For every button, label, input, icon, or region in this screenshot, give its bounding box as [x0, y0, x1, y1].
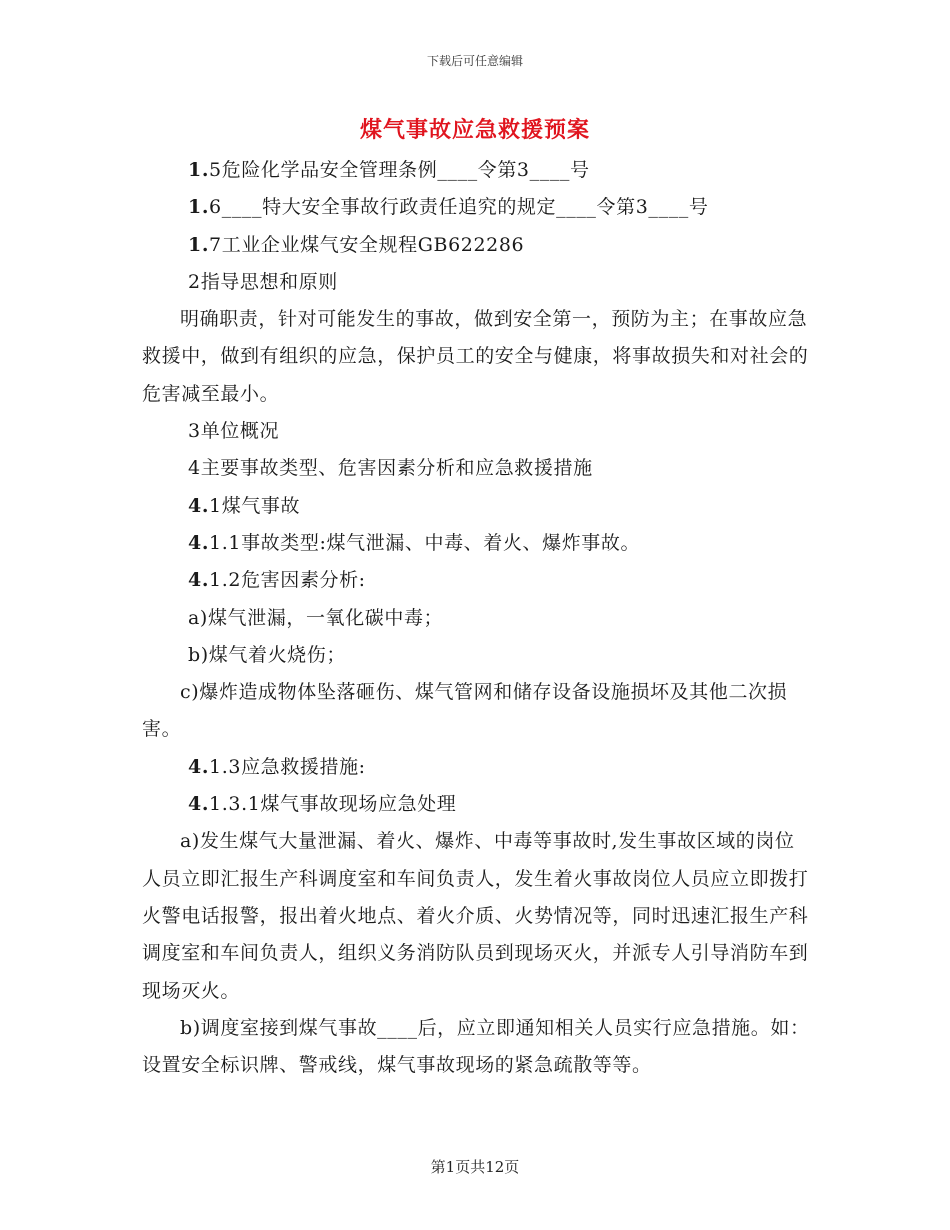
hazard-item-a: a)煤气泄漏，一氧化碳中毒；: [188, 606, 444, 629]
clause-text: 1.3.1煤气事故现场应急处理: [209, 793, 457, 816]
response-item-a: a)发生煤气大量泄漏、着火、爆炸、中毒等事故时,发生事故区域的岗位人员立即汇报生产科调度室和车间负责人，发生着火事故岗位人员应立即拨打火警电话报警，报出着火地点、着火介质、火势情况等，同时迅速汇报生产科调度室和车间负责人，组织义务消防队员到现场灭火，并派专人引导消防车到现场灭火。: [142, 830, 809, 1002]
clause-text: 1.3应急救援措施:: [209, 755, 366, 778]
clause-number: 4.: [188, 755, 210, 778]
page-header: 下载后可任意编辑: [426, 54, 523, 68]
clause-number: 1.: [188, 233, 210, 256]
clause-4-1-3: [142, 749, 810, 786]
clause-1-5: [142, 152, 810, 189]
hazard-item-c: c)爆炸造成物体坠落砸伤、煤气管网和储存设备设施损坏及其他二次损害。: [142, 681, 788, 741]
clause-number: 1.: [188, 159, 210, 181]
clause-4-1: [142, 488, 810, 525]
section-4-heading: 4主要事故类型、危害因素分析和应急救援措施: [188, 457, 593, 480]
clause-1-6: [142, 189, 810, 226]
clause-text: 7工业企业煤气安全规程GB622286: [209, 233, 525, 256]
section-3-heading: 3单位概况: [188, 420, 280, 443]
response-item-b: b)调度室接到煤气事故____后，应立即通知相关人员实行应急措施。如：设置安全标识牌、警戒线，煤气事故现场的紧急疏散等等。: [142, 1016, 810, 1077]
clause-number: 4.: [188, 494, 210, 517]
clause-4-1-2: [142, 562, 810, 599]
clause-text: 6____特大安全事故行政责任追究的规定____令第3____号: [209, 196, 709, 219]
clause-number: 1.: [188, 196, 210, 219]
clause-number: 4.: [188, 569, 210, 592]
clause-4-1-1: [142, 525, 810, 562]
clause-text: 1.1事故类型:煤气泄漏、中毒、着火、爆炸事故。: [209, 531, 641, 554]
hazard-item-b: b)煤气着火烧伤；: [188, 643, 346, 666]
principle-paragraph: 明确职责，针对可能发生的事故，做到安全第一，预防为主；在事故应急救援中，做到有组织的应急，保护员工的安全与健康，将事故损失和对社会的危害减至最小。: [142, 308, 809, 405]
clause-text: 5危险化学品安全管理条例____令第3____号: [209, 159, 590, 181]
clause-number: 4.: [188, 531, 210, 554]
document-title: 煤气事故应急救援预案: [359, 117, 590, 143]
page-footer: 第1页共12页: [430, 1158, 520, 1176]
clause-text: 1.2危害因素分析:: [209, 569, 366, 592]
section-2-heading: 2指导思想和原则: [188, 270, 338, 293]
clause-text: 1煤气事故: [209, 494, 301, 517]
clause-number: 4.: [188, 793, 210, 816]
clause-1-7: [142, 227, 810, 264]
document-body: [142, 152, 810, 1084]
clause-4-1-3-1: [142, 786, 810, 823]
